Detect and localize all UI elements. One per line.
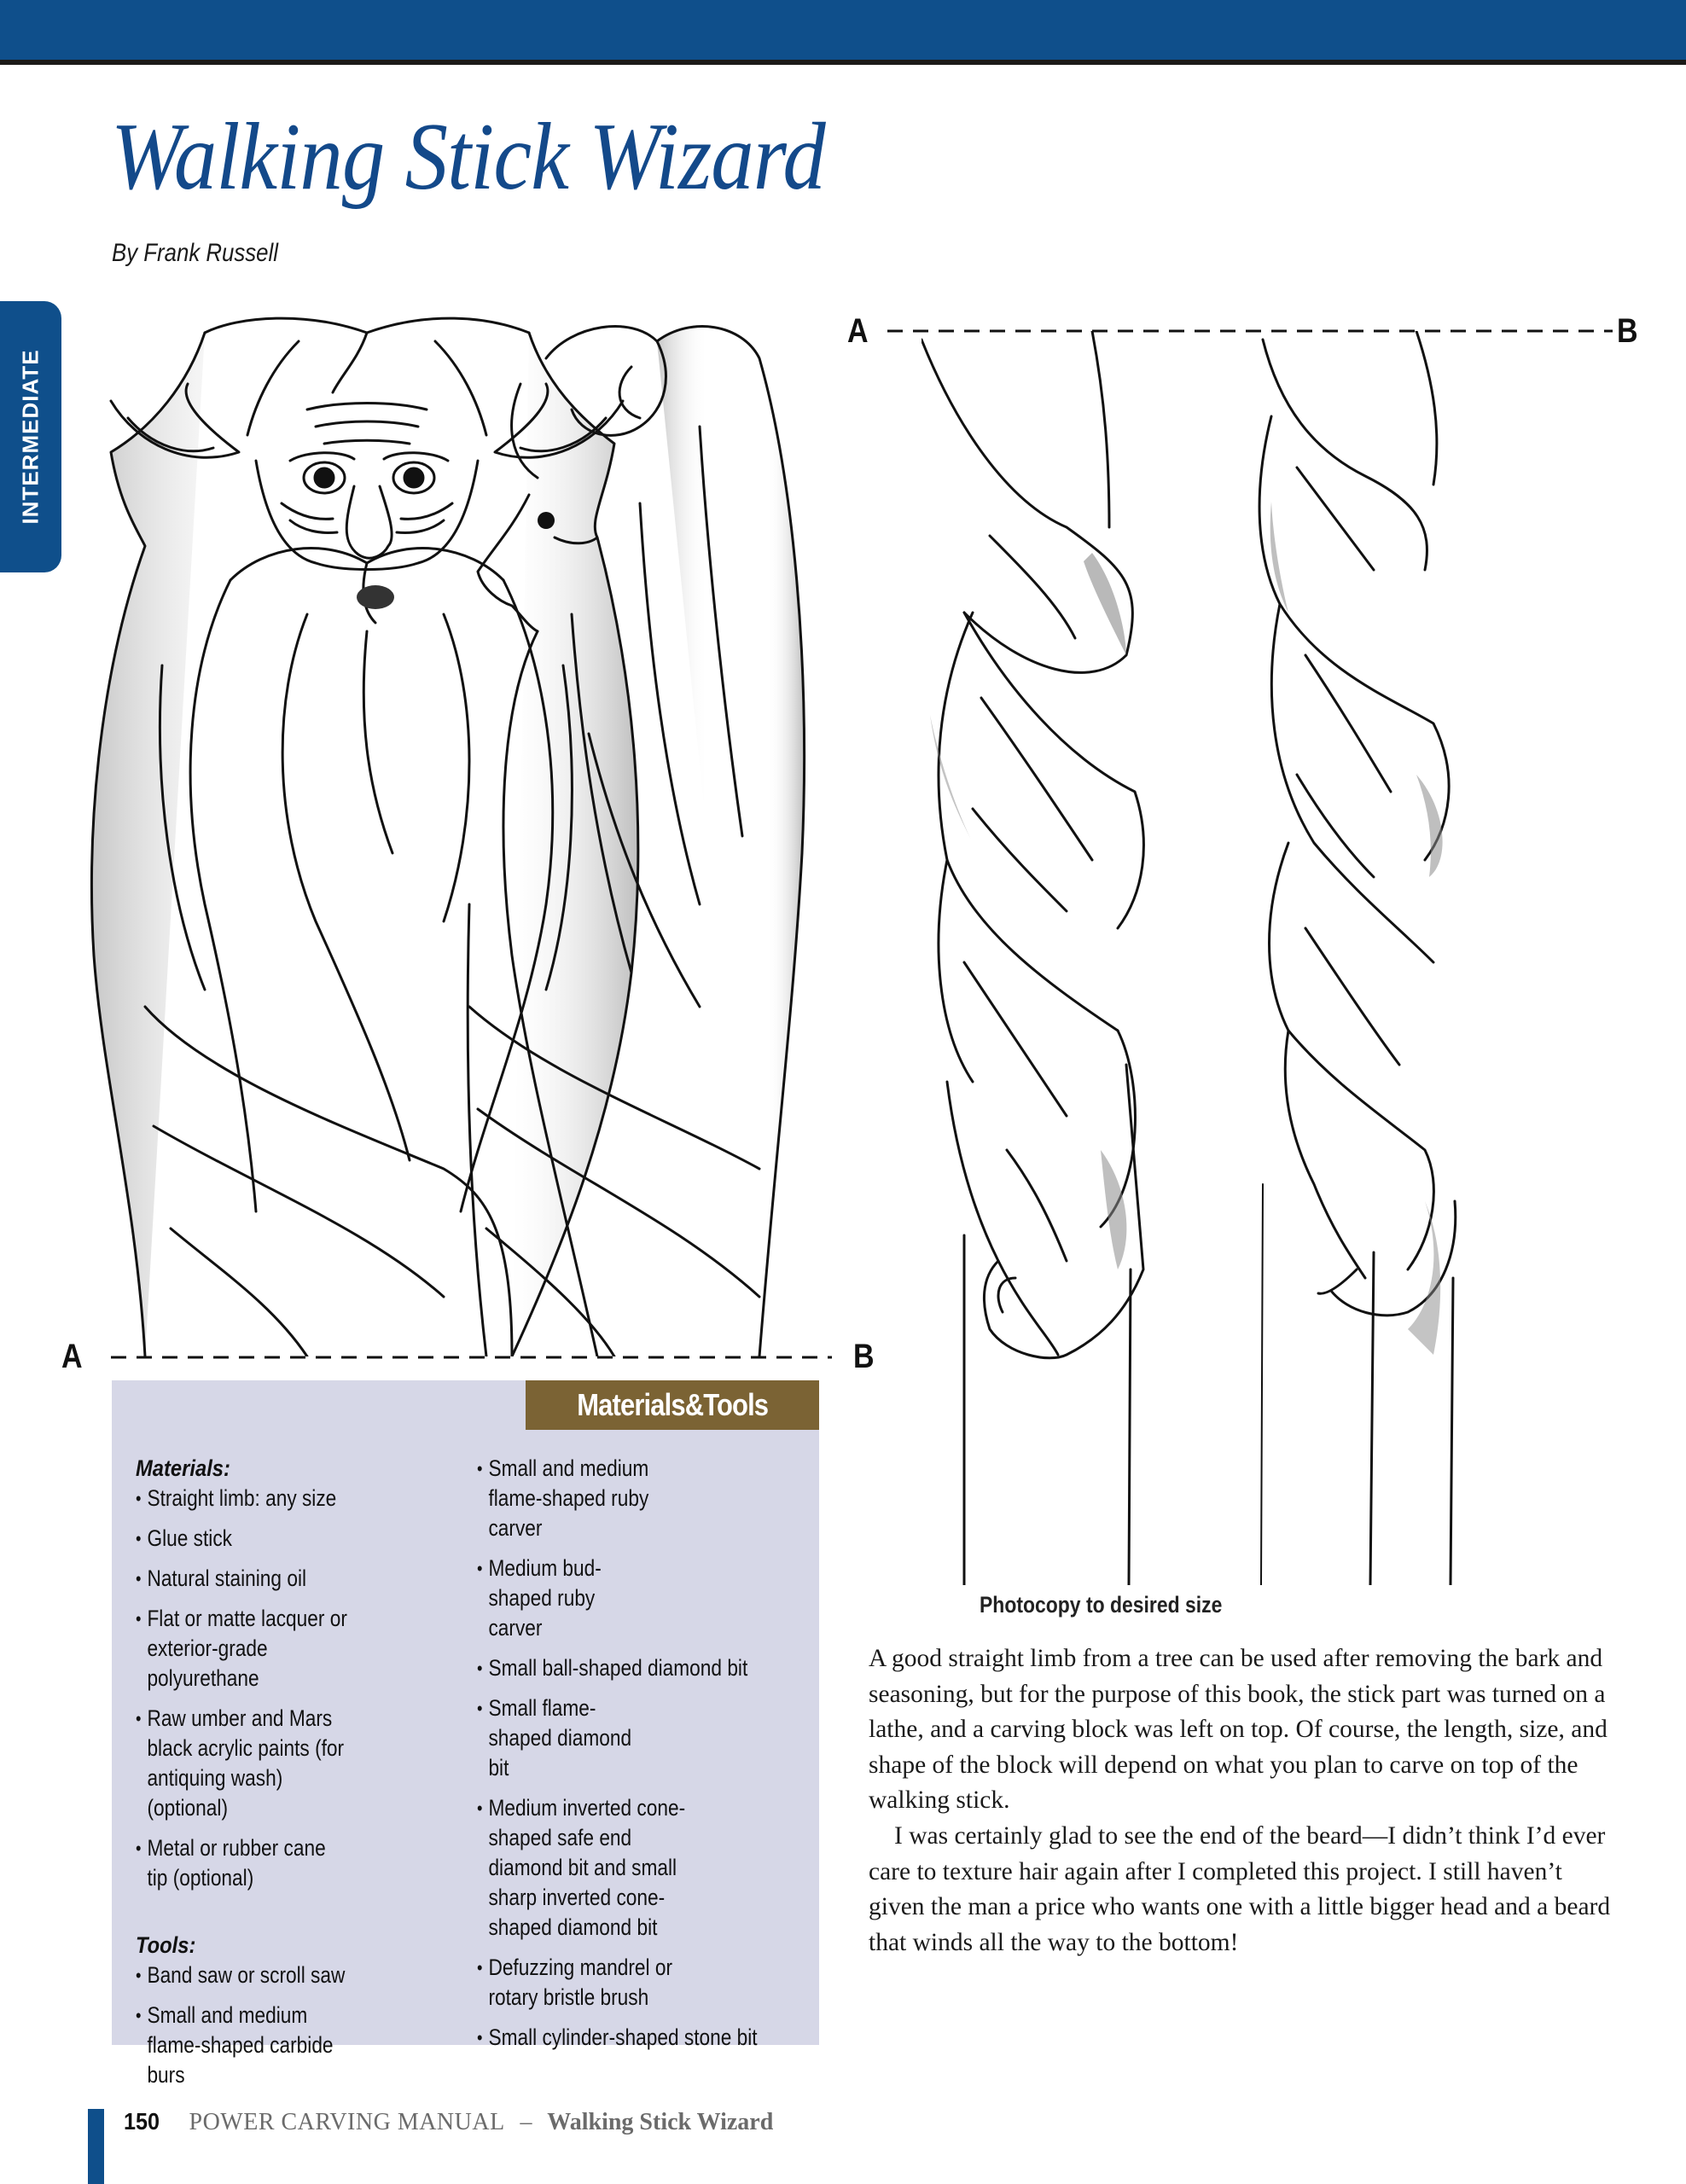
- materials-tools-box: [112, 1380, 819, 2088]
- stick-side-view: [1259, 331, 1456, 1585]
- pattern-wizard-head: [85, 307, 853, 1356]
- tools-item: • Medium inverted cone-shaped safe end diamond bit and small sharp inverted cone-shaped diamond bit: [477, 1793, 685, 1943]
- materials-column-left: [136, 1454, 460, 2100]
- byline: By Frank Russell: [112, 239, 278, 267]
- tools-item: • Medium bud-shaped ruby carver: [477, 1554, 631, 1643]
- pattern-twisted-stick: [921, 331, 1604, 1585]
- materials-item: • Flat or matte lacquer or exterior-grade polyurethane: [136, 1604, 362, 1693]
- materials-item: • Raw umber and Mars black acrylic paints (for antiquing wash) (optional): [136, 1704, 352, 1823]
- tools-heading: Tools:: [136, 1932, 196, 1958]
- materials-tools-header: [526, 1380, 819, 1430]
- top-color-bar: [0, 0, 1686, 60]
- pattern-caption: Photocopy to desired size: [980, 1592, 1223, 1618]
- materials-item: • Metal or rubber cane tip (optional): [136, 1833, 326, 1893]
- stick-front-view: [921, 331, 1143, 1585]
- materials-tools-title: Materials&Tools: [577, 1387, 768, 1422]
- materials-item: • Straight limb: any size: [136, 1484, 484, 1513]
- materials-item: • Natural staining oil: [136, 1564, 484, 1594]
- tools-item: • Small and medium flame-shaped carbide burs: [136, 2001, 334, 2090]
- difficulty-tab: [0, 301, 61, 572]
- cut-label-b-left: B: [853, 1338, 875, 1375]
- footer-separator: –: [520, 2109, 532, 2135]
- tools-list-right: [477, 1454, 818, 2053]
- wizard-front-view: [92, 318, 638, 1356]
- footer-accent-bar: [88, 2109, 104, 2184]
- tools-item: • Small ball-shaped diamond bit: [477, 1653, 825, 1683]
- cut-label-b-right: B: [1617, 312, 1638, 350]
- publication-title: POWER CARVING MANUAL: [189, 2109, 505, 2135]
- body-paragraph: A good straight limb from a tree can be used after removing the bark and seasoning, but for the purpose of this book, the stick part was turned on a lathe, and a carving block was left on top. Of course, the length, size, and shape of the block will depend on what you plan to carve on top of the walking stick.: [869, 1645, 1608, 1815]
- tools-item: • Defuzzing mandrel or rotary bristle brush: [477, 1953, 682, 2013]
- tools-item: • Small and medium flame-shaped ruby carver: [477, 1454, 675, 1543]
- body-paragraph: I was certainly glad to see the end of the beard—I didn’t think I’d ever care to texture hair again after I completed this project. I still haven’t given the man a price who wants one with a little bigger head and a beard that winds all the way to the bottom!: [869, 1821, 1611, 1956]
- tools-item: • Small flame-shaped diamond bit: [477, 1693, 631, 1783]
- tools-list-left: [136, 1960, 460, 2090]
- materials-column-right: [477, 1454, 818, 2063]
- materials-heading: Materials:: [136, 1455, 230, 1481]
- top-rule: [0, 60, 1686, 65]
- tools-item: • Small cylinder-shaped stone bit: [477, 2023, 825, 2053]
- page-title: Walking Stick Wizard: [111, 104, 825, 210]
- tools-item: • Band saw or scroll saw: [136, 1960, 484, 1990]
- page-footer: [124, 2108, 773, 2136]
- difficulty-label: INTERMEDIATE: [17, 349, 44, 525]
- article-body: [869, 1641, 1619, 1960]
- chapter-title: Walking Stick Wizard: [547, 2109, 774, 2135]
- cut-label-a-left: A: [61, 1338, 83, 1375]
- page-number: 150: [124, 2108, 160, 2135]
- cut-label-a-right: A: [847, 312, 869, 350]
- materials-item: • Glue stick: [136, 1524, 484, 1554]
- materials-list: [136, 1484, 460, 1893]
- cut-line-left: [111, 1355, 832, 1360]
